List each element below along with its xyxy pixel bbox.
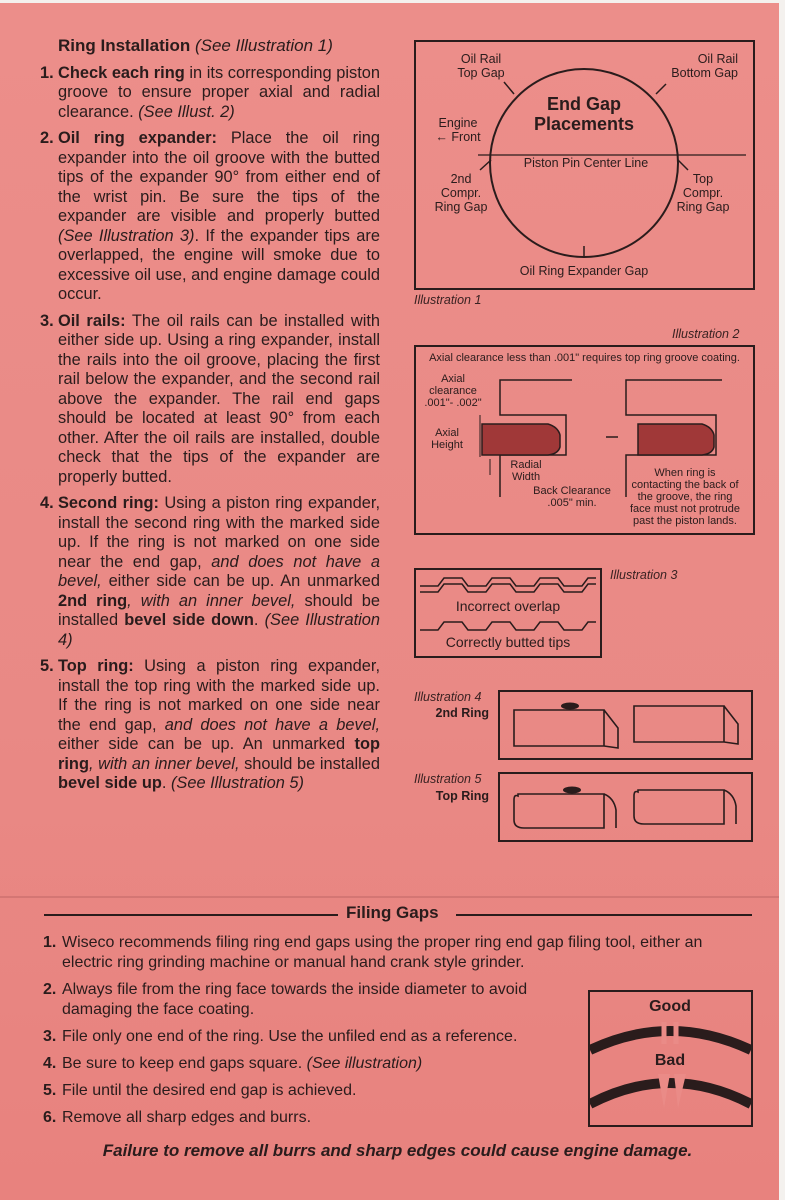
- pin-center-line-label: Piston Pin Center Line: [523, 156, 649, 170]
- bad-ring-arc: [590, 1083, 751, 1104]
- step-bold: top ring: [58, 735, 380, 773]
- second-ring-label: 2nd Ring: [435, 706, 489, 720]
- header-rule-left: [44, 914, 338, 916]
- step-heading: Second ring:: [58, 494, 159, 512]
- step-italic: , with an inner bevel,: [127, 591, 296, 610]
- engine-front-label: Engine ← Front: [435, 116, 481, 144]
- step-text: Using a piston ring expander, install the top ring with the marked side up. If the ring is not marked on one side near the end gap,: [58, 657, 380, 734]
- step-3: [40, 312, 380, 488]
- diagram-heading-line1: End Gap: [546, 94, 621, 114]
- diagram-heading-line2: Placements: [533, 114, 635, 134]
- illustration-4-second-ring: [498, 690, 753, 760]
- ring-cross-section: [482, 424, 560, 455]
- coating-note: Axial clearance less than .001" requires top ring groove coating.: [429, 352, 740, 364]
- step-5: [40, 657, 380, 794]
- step-text: . If the expander tips are overlapped, the engine will smoke due to excessive oil use, and engine damage could occur.: [58, 226, 380, 303]
- radial-width-label: Radial Width: [510, 459, 542, 483]
- burr-warning: Failure to remove all burrs and sharp edges could cause engine damage.: [102, 1141, 693, 1160]
- step-reference: (See Illustration 5): [170, 774, 304, 792]
- paper-edge-right: [779, 0, 785, 1200]
- step-text: in its corresponding piston groove to ensure proper axial and radial clearance.: [58, 63, 380, 121]
- step-text: either side can be up. An unmarked: [101, 572, 380, 590]
- top-ring-label: Top Ring: [435, 789, 489, 803]
- filing-step-text: Remove all sharp edges and burrs.: [62, 1109, 312, 1126]
- step-1: [40, 64, 380, 123]
- top-ring-gap-label: Top Compr. Ring Gap: [676, 172, 730, 214]
- step-text: Using a piston ring expander, install the second ring with the marked side up. If the ring is not marked on one side near the end gap,: [58, 494, 380, 571]
- step-text: Place the oil ring expander into the oil groove with the butted tips of the expander 90° from either end of the wrist pin. Be sure the tips of the expander are visible and properly butted: [58, 129, 381, 225]
- filing-step-2: [40, 980, 562, 1020]
- contact-note: When ring is contacting the back of the groove, the ring face must not protrude past the piston lands.: [629, 467, 741, 527]
- step-italic: , with an inner bevel,: [88, 754, 240, 773]
- step-reference: (See Illustration 4): [58, 611, 380, 649]
- paper-edge-top: [0, 0, 785, 3]
- ring-mark-dot: [563, 787, 581, 794]
- expander-gap-label: Oil Ring Expander Gap: [519, 264, 649, 278]
- second-ring-svg: [500, 692, 751, 758]
- bad-gap-right: [674, 1074, 686, 1108]
- axial-clearance-label: Axial clearance .001"- .002": [424, 373, 482, 409]
- filing-step-number: 5.: [43, 1082, 57, 1099]
- step-number: 3.: [40, 311, 54, 330]
- end-gap-filing-illustration: [588, 990, 753, 1127]
- filing-step-text: File only one end of the ring. Use the unfiled end as a reference.: [62, 1028, 518, 1045]
- step-reference: (See Illustration 3): [58, 226, 195, 245]
- filing-step-number: 1.: [43, 934, 57, 951]
- second-ring-gap-label: 2nd Compr. Ring Gap: [434, 172, 488, 214]
- illustration-1-end-gap-diagram: [414, 40, 755, 290]
- step-heading: Top ring:: [58, 657, 134, 675]
- step-bold: 2nd ring: [58, 591, 128, 610]
- step-text: .: [161, 774, 171, 792]
- step-heading: Oil ring expander:: [58, 129, 217, 147]
- step-number: 5.: [40, 657, 54, 675]
- incorrect-wave-bottom: [420, 584, 596, 592]
- step-reference: (See Illust. 2): [138, 102, 235, 121]
- illustration-1-caption: Illustration 1: [414, 293, 482, 307]
- filing-step-1: [40, 933, 755, 973]
- filing-step-text: File until the desired end gap is achieved.: [62, 1082, 357, 1099]
- step-number: 2.: [40, 129, 54, 147]
- illustration-5-caption: Illustration 5: [414, 772, 482, 786]
- section-title: [58, 36, 380, 56]
- top-ring-arrow: [678, 160, 688, 170]
- ring-installation-section: [40, 36, 380, 801]
- good-ring-arc: [590, 1031, 751, 1050]
- bad-gap-left: [658, 1074, 670, 1108]
- step-bold: bevel side up: [58, 774, 162, 792]
- step-text: should be installed: [239, 754, 380, 773]
- axial-height-label: Axial Height: [431, 427, 463, 451]
- filing-step-text: Always file from the ring face towards the inside diameter to avoid damaging the face coating.: [62, 981, 528, 1018]
- illustration-3-caption: Illustration 3: [610, 568, 678, 582]
- step-text: The oil rails can be installed with either side up. Using a ring expander, install the rails into the oil groove, placing the first rail below the expander, and the second rail above the expander. The rail end gaps should be located at least 90° from each other. After the oil rails are installed, double check that the tips of the expander are properly butted.: [58, 311, 381, 486]
- top-ring-shape-right: [634, 790, 736, 824]
- title-text: Ring Installation: [58, 36, 191, 55]
- filing-step-number: 3.: [43, 1028, 57, 1045]
- filing-step-number: 6.: [43, 1109, 57, 1126]
- fold-line: [0, 896, 779, 898]
- filing-header: [40, 903, 755, 925]
- illustration-2-clearance-diagram: [414, 345, 755, 535]
- second-ring-shape-right: [634, 706, 738, 744]
- step-text: .: [253, 611, 265, 629]
- step-italic: and does not have a bevel,: [164, 715, 380, 734]
- step-number: 4.: [40, 494, 54, 512]
- ring-mark-dot: [561, 703, 579, 710]
- filing-title: Filing Gaps: [346, 903, 439, 922]
- illustration-2-caption: Illustration 2: [672, 327, 740, 341]
- installation-steps: [40, 64, 380, 794]
- correctly-butted-label: Correctly butted tips: [445, 634, 571, 650]
- good-label: Good: [649, 998, 691, 1015]
- filing-step-text: Be sure to keep end gaps square.: [62, 1055, 307, 1072]
- back-clearance-label: Back Clearance .005" min.: [533, 485, 611, 509]
- step-italic: and does not have a bevel,: [58, 552, 380, 590]
- step-text: should be installed: [58, 591, 381, 629]
- correct-wave: [420, 622, 596, 630]
- illustration-4-caption: Illustration 4: [414, 690, 482, 704]
- step-bold: bevel side down: [124, 611, 254, 629]
- incorrect-overlap-label: Incorrect overlap: [455, 598, 561, 614]
- oil-rail-top-gap-label: Oil Rail Top Gap: [457, 52, 505, 80]
- top-rail-arrow: [504, 82, 514, 94]
- ring-cross-section-2: [638, 424, 714, 455]
- header-rule-right: [456, 914, 752, 916]
- incorrect-wave-top: [420, 578, 596, 586]
- step-heading: Check each ring: [58, 63, 185, 82]
- step-4: [40, 494, 380, 650]
- title-reference: (See Illustration 1): [194, 36, 333, 55]
- top-ring-shape-left: [514, 794, 616, 828]
- illustration-3-expander-tips: [414, 568, 602, 658]
- oil-rail-bottom-gap-label: Oil Rail Bottom Gap: [671, 52, 738, 80]
- filing-step-number: 4.: [43, 1055, 57, 1072]
- bottom-rail-arrow: [656, 84, 666, 94]
- step-number: 1.: [40, 63, 54, 82]
- filing-step-reference: (See illustration): [306, 1055, 423, 1072]
- bad-label: Bad: [654, 1052, 686, 1069]
- filing-step-number: 2.: [43, 981, 57, 998]
- top-ring-svg: [500, 774, 751, 840]
- illustration-5-top-ring: [498, 772, 753, 842]
- step-2: [40, 129, 380, 305]
- step-text: either side can be up. An unmarked: [58, 735, 355, 753]
- step-heading: Oil rails:: [58, 311, 126, 330]
- filing-step-text: Wiseco recommends filing ring end gaps using the proper ring end gap filing tool, either an electric ring grinding machine or manual hand crank style grinder.: [62, 934, 703, 971]
- second-ring-shape-left: [514, 710, 618, 748]
